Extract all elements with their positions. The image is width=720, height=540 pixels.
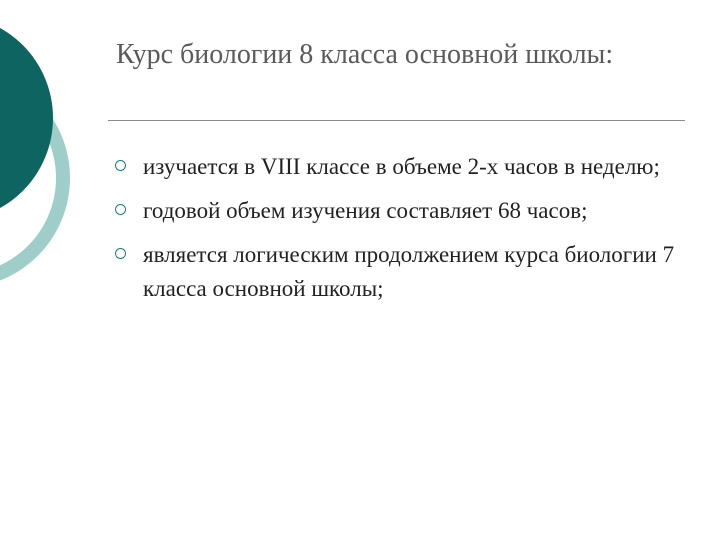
bullet-list <box>115 150 695 316</box>
title-divider <box>108 120 685 121</box>
circle-bullet-icon <box>115 160 126 171</box>
bullet-text: годовой объем изучения составляет 68 часов; <box>143 198 588 223</box>
bullet-item <box>115 194 695 228</box>
bullet-text: изучается в VIII классе в объеме 2-х часов в неделю; <box>143 154 660 179</box>
bullet-text: является логическим продолжением курса биологии 7 класса основной школы; <box>143 242 675 301</box>
circle-bullet-icon <box>115 248 126 259</box>
bullet-item <box>115 238 695 306</box>
bullet-item <box>115 150 695 184</box>
circle-bullet-icon <box>115 204 126 215</box>
slide-title: Курс биологии 8 класса основной школы: <box>116 39 614 70</box>
decorative-circles <box>0 0 80 300</box>
